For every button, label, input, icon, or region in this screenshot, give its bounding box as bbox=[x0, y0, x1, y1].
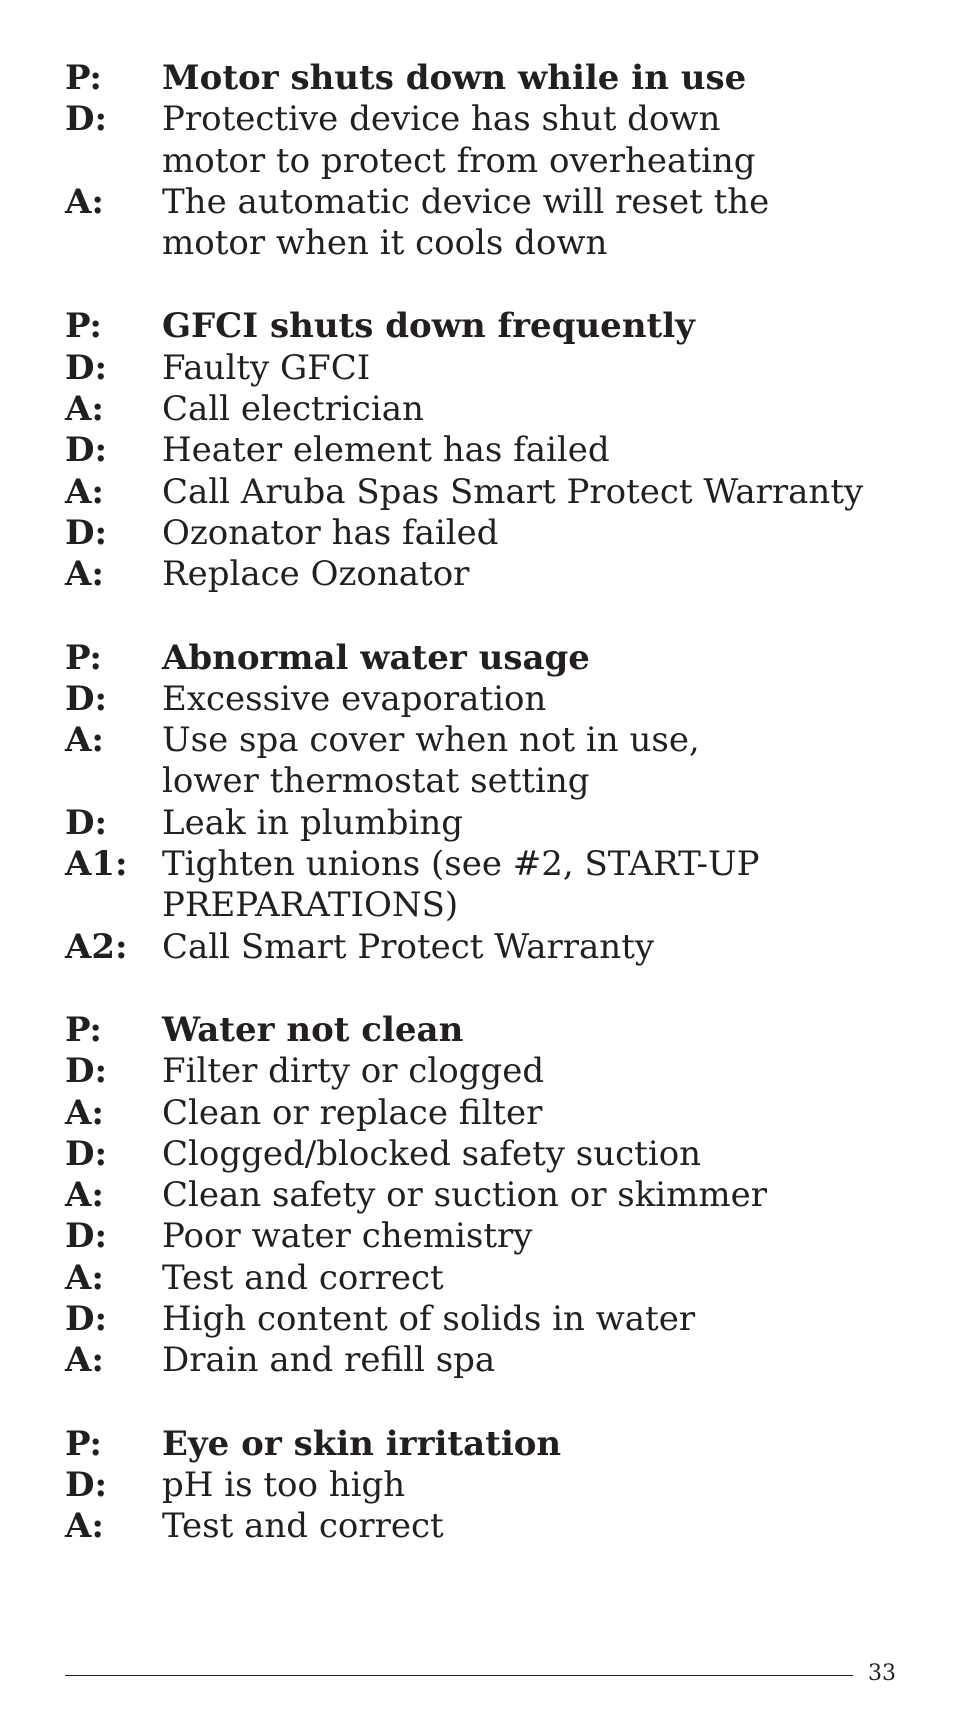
text-line: Replace Ozonator bbox=[162, 554, 470, 595]
action-entry bbox=[65, 1506, 925, 1547]
diagnosis-tag: D: bbox=[65, 1051, 108, 1092]
action-tag: A: bbox=[65, 1506, 104, 1547]
diagnosis-entry bbox=[65, 513, 925, 554]
action-tag: A: bbox=[65, 720, 104, 761]
action-text bbox=[162, 1093, 925, 1134]
diagnosis-text bbox=[162, 679, 925, 720]
text-line: Call Aruba Spas Smart Protect Warranty bbox=[162, 471, 864, 512]
problem-text bbox=[162, 58, 925, 99]
text-line: Drain and refill spa bbox=[162, 1340, 496, 1381]
action-entry bbox=[65, 1258, 925, 1299]
action-tag: A: bbox=[65, 1092, 104, 1133]
text-line: GFCI shuts down frequently bbox=[162, 306, 695, 347]
action-text bbox=[162, 720, 925, 803]
action-tag: A: bbox=[65, 471, 104, 512]
text-line: Call Smart Protect Warranty bbox=[162, 926, 655, 967]
problem-tag: P: bbox=[65, 1009, 102, 1050]
action-tag: A2: bbox=[65, 926, 128, 967]
text-line: Abnormal water usage bbox=[162, 637, 590, 678]
diagnosis-text bbox=[162, 99, 925, 182]
problem-tag: P: bbox=[65, 1423, 102, 1464]
text-line: Ozonator has failed bbox=[162, 512, 499, 553]
text-line: Eye or skin irritation bbox=[162, 1423, 562, 1464]
troubleshooting-group bbox=[65, 1010, 925, 1382]
problem-entry bbox=[65, 638, 925, 679]
diagnosis-text bbox=[162, 1051, 925, 1092]
text-line: Excessive evaporation bbox=[162, 678, 547, 719]
action-tag: A: bbox=[65, 554, 104, 595]
text-line: Faulty GFCI bbox=[162, 347, 371, 388]
text-line: Poor water chemistry bbox=[162, 1216, 533, 1257]
action-entry bbox=[65, 1340, 925, 1381]
text-line: lower thermostat setting bbox=[162, 761, 590, 802]
problem-entry bbox=[65, 58, 925, 99]
diagnosis-text bbox=[162, 513, 925, 554]
text-line: Use spa cover when not in use, bbox=[162, 720, 700, 761]
diagnosis-text bbox=[162, 1216, 925, 1257]
diagnosis-tag: D: bbox=[65, 99, 108, 140]
action-tag: A: bbox=[65, 1340, 104, 1381]
action-text bbox=[162, 1175, 925, 1216]
problem-text bbox=[162, 1010, 925, 1051]
diagnosis-entry bbox=[65, 1134, 925, 1175]
action-tag: A1: bbox=[65, 844, 128, 885]
diagnosis-entry bbox=[65, 679, 925, 720]
diagnosis-text bbox=[162, 1299, 925, 1340]
diagnosis-text bbox=[162, 1134, 925, 1175]
action-tag: A: bbox=[65, 181, 104, 222]
troubleshooting-group bbox=[65, 58, 925, 264]
text-line: High content of solids in water bbox=[162, 1299, 696, 1340]
action-text bbox=[162, 389, 925, 430]
diagnosis-tag: D: bbox=[65, 1216, 108, 1257]
problem-text bbox=[162, 638, 925, 679]
diagnosis-tag: D: bbox=[65, 802, 108, 843]
page-number: 33 bbox=[868, 1661, 896, 1686]
action-text bbox=[162, 927, 925, 968]
text-line: Clogged/blocked safety suction bbox=[162, 1133, 702, 1174]
text-line: Water not clean bbox=[162, 1009, 464, 1050]
troubleshooting-list bbox=[65, 58, 925, 1590]
problem-tag: P: bbox=[65, 58, 102, 98]
diagnosis-entry bbox=[65, 1051, 925, 1092]
text-line: Test and correct bbox=[162, 1506, 444, 1547]
action-text bbox=[162, 1340, 925, 1381]
text-line: Heater element has failed bbox=[162, 430, 610, 471]
troubleshooting-group bbox=[65, 306, 925, 595]
footer-rule bbox=[65, 1675, 853, 1676]
diagnosis-text bbox=[162, 1465, 925, 1506]
text-line: Tighten unions (see #2, START-UP bbox=[162, 844, 760, 885]
action-text bbox=[162, 844, 925, 927]
text-line: Call electrician bbox=[162, 389, 424, 430]
action-entry bbox=[65, 1093, 925, 1134]
diagnosis-entry bbox=[65, 348, 925, 389]
action-tag: A: bbox=[65, 389, 104, 430]
action-text bbox=[162, 472, 925, 513]
action-entry bbox=[65, 554, 925, 595]
action-entry bbox=[65, 182, 925, 265]
problem-tag: P: bbox=[65, 637, 102, 678]
text-line: Clean safety or suction or skimmer bbox=[162, 1175, 768, 1216]
action-text bbox=[162, 554, 925, 595]
problem-text bbox=[162, 1424, 925, 1465]
text-line: Leak in plumbing bbox=[162, 802, 464, 843]
text-line: motor when it cools down bbox=[162, 223, 608, 264]
diagnosis-tag: D: bbox=[65, 678, 108, 719]
text-line: Test and correct bbox=[162, 1257, 444, 1298]
action-entry bbox=[65, 472, 925, 513]
text-line: Protective device has shut down bbox=[162, 99, 721, 140]
action-tag: A: bbox=[65, 1175, 104, 1216]
diagnosis-tag: D: bbox=[65, 1133, 108, 1174]
action-entry bbox=[65, 720, 925, 803]
diagnosis-entry bbox=[65, 803, 925, 844]
diagnosis-tag: D: bbox=[65, 512, 108, 553]
troubleshooting-group bbox=[65, 1424, 925, 1548]
text-line: Clean or replace filter bbox=[162, 1092, 543, 1133]
diagnosis-tag: D: bbox=[65, 1464, 108, 1505]
problem-text bbox=[162, 306, 925, 347]
text-line: Filter dirty or clogged bbox=[162, 1051, 545, 1092]
text-line: PREPARATIONS) bbox=[162, 885, 459, 926]
troubleshooting-group bbox=[65, 638, 925, 968]
text-line: motor to protect from overheating bbox=[162, 140, 756, 181]
problem-tag: P: bbox=[65, 306, 102, 347]
action-entry bbox=[65, 844, 925, 927]
problem-entry bbox=[65, 1010, 925, 1051]
diagnosis-entry bbox=[65, 1216, 925, 1257]
diagnosis-entry bbox=[65, 99, 925, 182]
diagnosis-tag: D: bbox=[65, 347, 108, 388]
text-line: Motor shuts down while in use bbox=[162, 58, 747, 98]
diagnosis-tag: D: bbox=[65, 430, 108, 471]
diagnosis-text bbox=[162, 803, 925, 844]
text-line: pH is too high bbox=[162, 1464, 406, 1505]
diagnosis-entry bbox=[65, 1299, 925, 1340]
action-text bbox=[162, 1506, 925, 1547]
action-tag: A: bbox=[65, 1257, 104, 1298]
action-entry bbox=[65, 389, 925, 430]
action-entry bbox=[65, 1175, 925, 1216]
action-text bbox=[162, 1258, 925, 1299]
problem-entry bbox=[65, 1424, 925, 1465]
text-line: The automatic device will reset the bbox=[162, 181, 770, 222]
diagnosis-tag: D: bbox=[65, 1299, 108, 1340]
diagnosis-text bbox=[162, 348, 925, 389]
diagnosis-text bbox=[162, 430, 925, 471]
action-text bbox=[162, 182, 925, 265]
diagnosis-entry bbox=[65, 430, 925, 471]
problem-entry bbox=[65, 306, 925, 347]
action-entry bbox=[65, 927, 925, 968]
diagnosis-entry bbox=[65, 1465, 925, 1506]
